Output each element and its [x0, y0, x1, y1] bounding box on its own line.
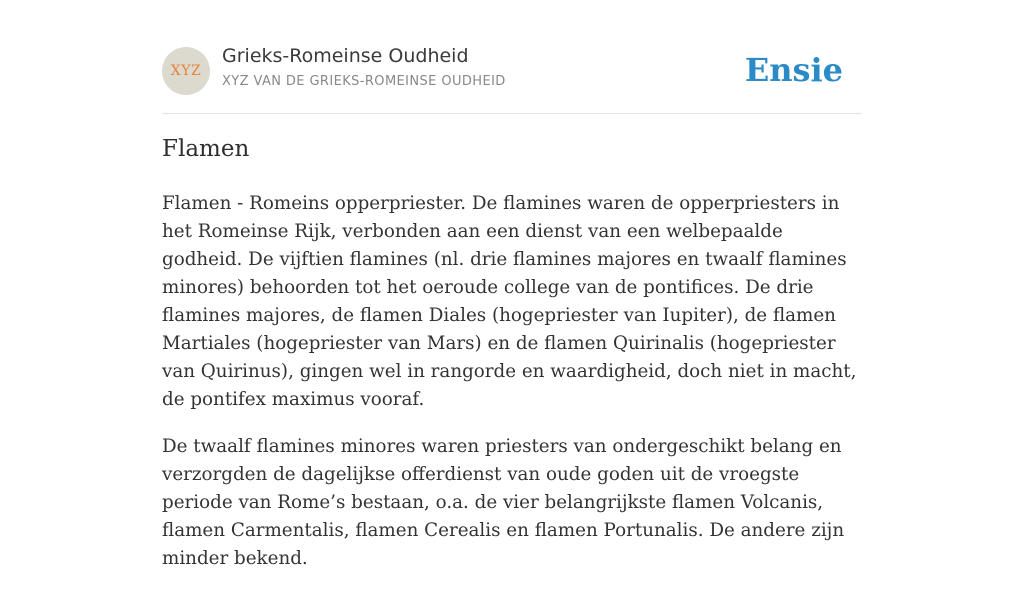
- article-body: [162, 190, 862, 592]
- publication-subtitle[interactable]: XYZ VAN DE GRIEKS-ROMEINSE OUDHEID: [222, 74, 506, 89]
- article-paragraph: De twaalf flamines minores waren priesters van ondergeschikt belang en verzorgden de dagelijkse offerdienst van oude goden uit de vroegste periode van Rome’s bestaan, o.a. de vier belangrijkste flamen Volcanis, flamen Carmentalis, flamen Cerealis en flamen Portunalis. De andere zijn minder bekend.: [162, 436, 845, 569]
- publication-title[interactable]: Grieks-Romeinse Oudheid: [222, 45, 469, 67]
- article-paragraph: Flamen - Romeins opperpriester. De flamines waren de opperpriesters in het Romeinse Rijk, verbonden aan een dienst van een welbepaalde godheid. De vijftien flamines (nl. drie flamines majores en twaalf flamines minores) behoorden tot het oeroude college van de pontifices. De drie flamines majores, de flamen Diales (hogepriester van Iupiter), de flamen Martiales (hogepriester van Mars) en de flamen Quirinalis (hogepriester van Quirinus), gingen wel in rangorde en waardigheid, doch niet in macht, de pontifex maximus vooraf.: [162, 193, 857, 410]
- article-title: Flamen: [162, 136, 250, 162]
- content-container: [162, 0, 862, 569]
- publication-avatar[interactable]: XYZ: [162, 47, 210, 95]
- ensie-logo-link[interactable]: Ensie: [744, 51, 843, 89]
- publication-header: [162, 0, 862, 114]
